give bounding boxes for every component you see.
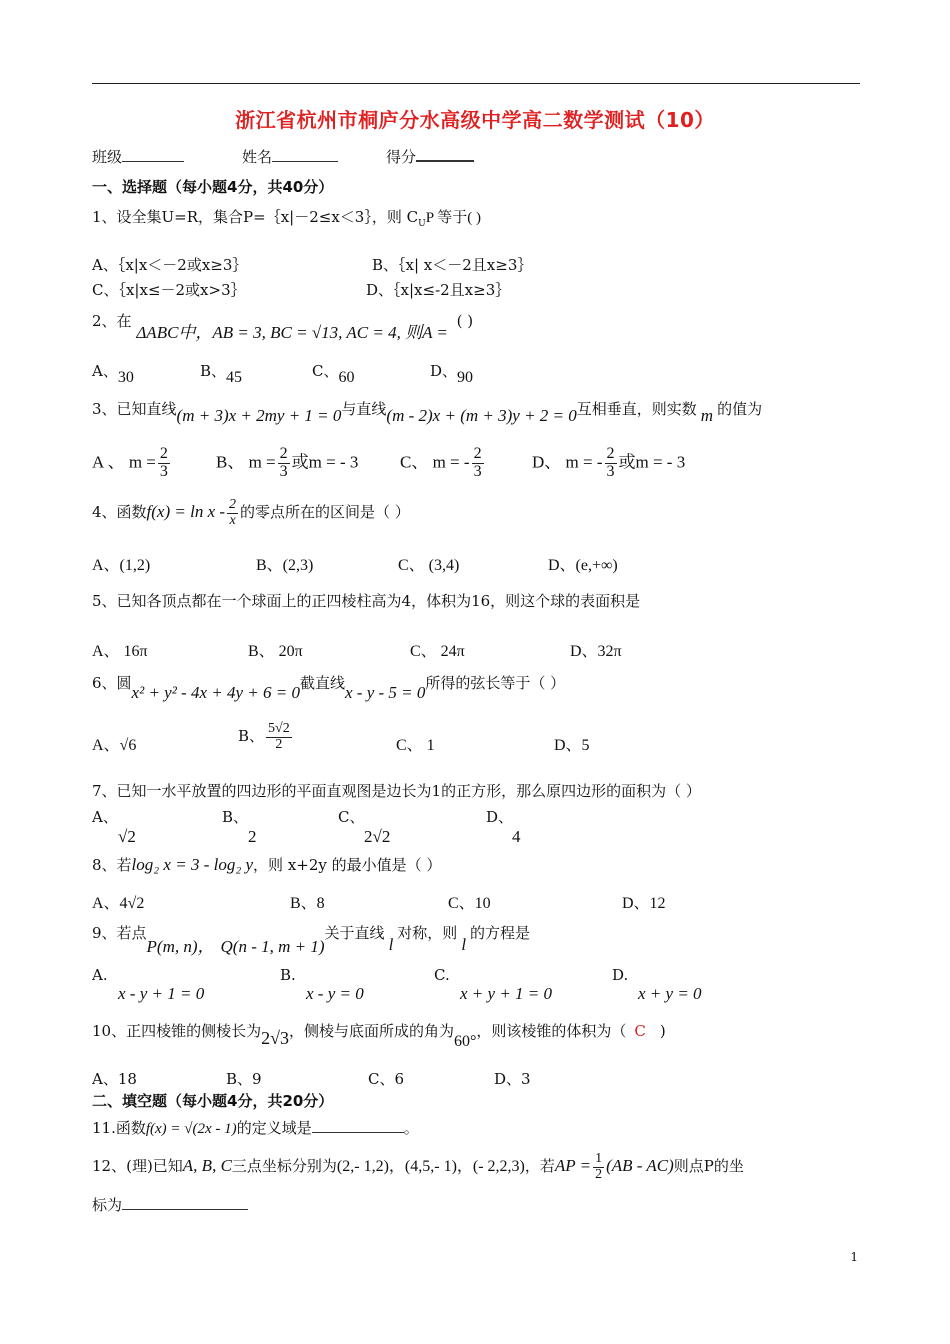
score-blank[interactable]: [416, 146, 474, 162]
question-2-stem: 2、在 ΔABC中，AB = 3, BC = √13, AC = 4, 则A = ( ): [92, 312, 474, 342]
q6-option-d[interactable]: D、5: [554, 737, 590, 754]
q4-option-d[interactable]: D、(e,+∞): [548, 557, 618, 574]
q10-option-c[interactable]: C、6: [368, 1070, 405, 1088]
question-8-stem: 8、若log₂ x = 3 - log₂ y，则 x+2y 的最小值是（ ）: [92, 855, 442, 874]
q10-option-b[interactable]: B、9: [226, 1070, 262, 1088]
q9-option-a[interactable]: A. x - y + 1 = 0: [92, 966, 205, 1003]
q1-option-c[interactable]: C、｛x|x≤－2或x>3｝: [92, 281, 246, 299]
q3-option-a[interactable]: A 、 m = $\frac{2}{3}$: [92, 445, 168, 480]
q2-option-d[interactable]: D、90: [430, 362, 474, 386]
q4-option-a[interactable]: A、(1,2): [92, 557, 151, 574]
question-5-stem: 5、已知各顶点都在一个球面上的正四棱柱高为4，体积为16，则这个球的表面积是: [92, 592, 641, 610]
question-6-stem: 6、圆x² + y² - 4x + 4y + 6 = 0截直线x - y - 5 = 0所得的弦长等于（ ）: [92, 674, 566, 702]
section-heading-fill: 二、填空题（每小题4分，共20分）: [92, 1092, 334, 1110]
class-blank[interactable]: [122, 147, 184, 162]
q3-option-c[interactable]: C、 m = - $\frac{2}{3}$: [400, 445, 482, 480]
score-label: 得分: [386, 148, 417, 166]
q1-option-a[interactable]: A、｛x|x＜－2或x≥3｝: [92, 256, 248, 274]
class-field: [92, 146, 184, 167]
question-3-stem: 3、已知直线(m + 3)x + 2my + 1 = 0与直线(m - 2)x + (m + 3)y + 2 = 0互相垂直，则实数 m 的值为: [92, 400, 763, 425]
section-heading-choice: 一、选择题（每小题4分，共40分）: [92, 178, 334, 196]
question-1-stem: 1、设全集U=R，集合P=｛x|－2≤x＜3｝，则 $C_UP$ 等于( ): [92, 208, 481, 229]
q10-option-a[interactable]: A、18: [92, 1070, 137, 1088]
q3-option-d[interactable]: D、 m = - $\frac{2}{3}$ 或m = - 3: [532, 445, 686, 480]
q11-answer-blank[interactable]: [312, 1118, 404, 1133]
q1-option-b[interactable]: B、｛x| x＜－2且x≥3｝: [372, 256, 533, 274]
q6-option-b[interactable]: B、 $\frac{5√2}{2}$: [238, 721, 290, 752]
q7-option-d[interactable]: D、 4: [486, 808, 521, 846]
q8-option-d[interactable]: D、12: [622, 895, 666, 912]
q4-option-b[interactable]: B、(2,3): [256, 557, 314, 574]
q8-option-b[interactable]: B、8: [290, 895, 325, 912]
q6-option-c[interactable]: C、 1: [396, 737, 435, 754]
q2-option-a[interactable]: A、30: [92, 362, 134, 386]
q1-option-d[interactable]: D、｛x|x≤-2且x≥3｝: [366, 281, 511, 299]
q9-option-d[interactable]: D. x + y = 0: [612, 966, 702, 1003]
q7-option-b[interactable]: B、 2: [222, 808, 257, 846]
question-12-line2: 标为: [92, 1194, 248, 1215]
q5-option-a[interactable]: A、 16π: [92, 643, 148, 660]
q3-option-b[interactable]: B、 m = $\frac{2}{3}$ 或m = - 3: [216, 445, 359, 480]
page-number: 1: [850, 1250, 858, 1264]
question-7-stem: 7、已知一水平放置的四边形的平面直观图是边长为1的正方形，那么原四边形的面积为（ ）: [92, 782, 701, 800]
page-title: 浙江省杭州市桐庐分水高级中学高二数学测试（10）: [235, 108, 715, 132]
q5-option-c[interactable]: C、 24π: [410, 643, 465, 660]
question-12-stem: 12、(理)已知A, B, C三点坐标分别为(2,- 1,2)，(4,5,- 1)，(- 2,2,3)，若AP = $\frac{1}{2}$ (AB - AC)则点P的坐: [92, 1151, 744, 1182]
question-9-stem: 9、若点P(m, n)， Q(n - 1, m + 1)关于直线l对称，则l的方程是: [92, 924, 531, 956]
answer-mark: C: [634, 1022, 646, 1040]
q8-option-a[interactable]: A、4√2: [92, 895, 145, 912]
q7-option-c[interactable]: C、 2√2: [338, 808, 391, 846]
q5-option-d[interactable]: D、32π: [570, 643, 622, 660]
class-label: 班级: [92, 148, 123, 166]
q10-option-d[interactable]: D、3: [494, 1070, 531, 1088]
q6-option-a[interactable]: A、√6: [92, 737, 137, 754]
q9-option-b[interactable]: B. x - y = 0: [280, 966, 364, 1003]
q9-option-c[interactable]: C. x + y + 1 = 0: [434, 966, 553, 1003]
question-10-stem: 10、正四棱锥的侧棱长为2√3，侧棱与底面所成的角为60°，则该棱锥的体积为（ C ): [92, 1022, 666, 1050]
q5-option-b[interactable]: B、 20π: [248, 643, 303, 660]
question-4-stem: 4、函数f(x) = ln x - $\frac{2}{x}$ 的零点所在的区间是（ ）: [92, 497, 410, 528]
top-rule: [92, 83, 860, 84]
name-label: 姓名: [242, 148, 273, 166]
question-11-stem: 11.函数f(x) = √(2x - 1)的定义域是 。: [92, 1119, 419, 1137]
q2-option-b[interactable]: B、45: [200, 362, 243, 386]
q4-option-c[interactable]: C、 (3,4): [398, 557, 460, 574]
name-field: [242, 146, 338, 167]
name-blank[interactable]: [272, 147, 338, 162]
q12-answer-blank[interactable]: [122, 1195, 248, 1210]
q7-option-a[interactable]: A、 √2: [92, 808, 136, 846]
q8-option-c[interactable]: C、10: [448, 895, 491, 912]
score-field: [386, 146, 474, 167]
q2-option-c[interactable]: C、60: [312, 362, 355, 386]
